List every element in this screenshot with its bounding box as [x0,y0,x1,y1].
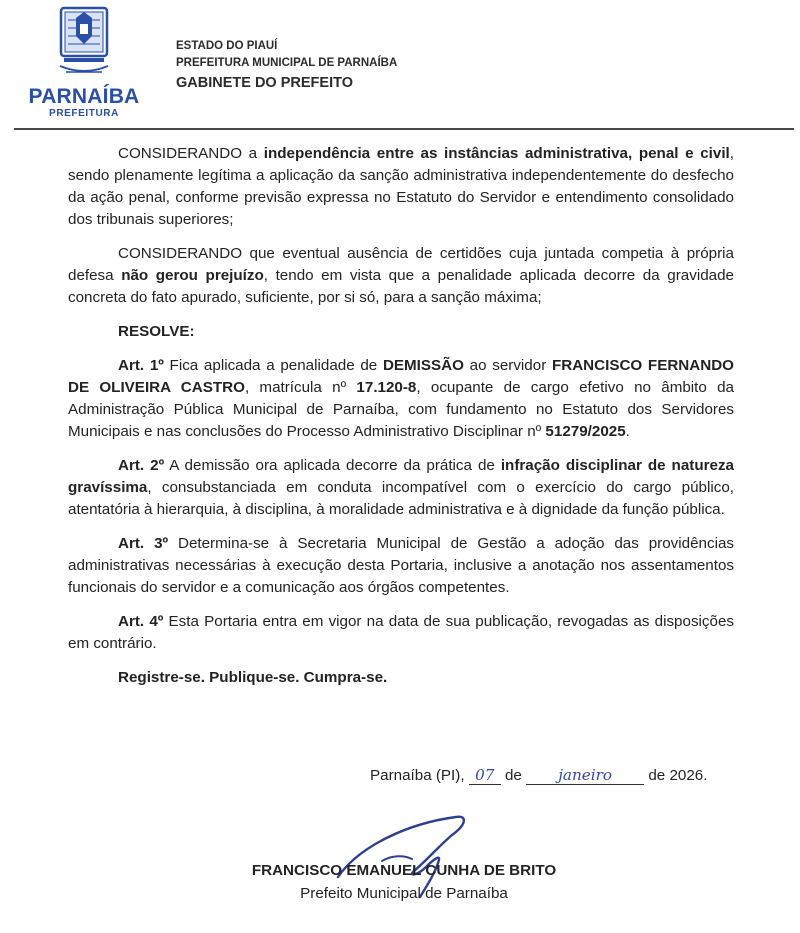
article-label: Art. 4º [118,613,164,630]
emphasis: FRANCISCO FERNANDO DE OLIVEIRA CASTRO [68,357,734,396]
text-run: Esta Portaria entra em vigor na data de sua publicação, revogadas as disposições em contrário. [68,613,734,652]
text-run: , consubstanciada em conduta incompatível com o exercício do cargo público, atentatória à hierarquia, à disciplina, à moralidade administrativa e à dignidade da função pública. [68,479,734,518]
emphasis: não gerou prejuízo [121,267,264,284]
date-connector: de [500,767,527,784]
parnaiba-logo [22,6,146,118]
header-divider [14,128,794,130]
handwritten-month: janeiro [526,766,644,785]
signatory-role: Prefeito Municipal de Parnaíba [300,885,508,902]
signatory-name: FRANCISCO EMANUEL CUNHA DE BRITO [251,862,557,879]
logo-subtitle: PREFEITURA [49,108,119,119]
emphasis: independência entre as instâncias administrativa, penal e civil [263,145,730,162]
emphasis: 51279/2025 [545,423,626,440]
article-label: Art. 1º [118,357,164,374]
emphasis: DEMISSÃO [382,357,464,374]
emphasis: 17.120-8 [356,379,417,396]
emphasis: infração disciplinar de natureza gravíssima [68,457,734,496]
text-run: A demissão ora aplicada decorre da prática de [164,457,501,474]
article-3 [68,533,734,599]
text-run: , sendo plenamente legítima a aplicação da sanção administrativa independentemente do desfecho da ação penal, conforme previsão expressa no Estatuto do Servidor e entendimento consolidado dos tribunais superiores; [68,145,734,228]
text-run: Determina-se à Secretaria Municipal de Gestão a adoção das providências administrativas necessárias à execução desta Portaria, inclusive a anotação nos assentamentos funcionais do servidor e a comunicação aos órgãos competentes. [68,535,734,596]
text-run: , matrícula nº [244,379,357,396]
document-header [176,38,397,94]
header-prefecture: PREFEITURA MUNICIPAL DE PARNAÍBA [176,57,398,69]
article-label: Art. 3º [118,535,169,552]
text-run: CONSIDERANDO a [118,145,264,162]
resolve-heading: RESOLVE: [118,323,195,340]
text-run: , tendo em vista que a penalidade aplicada decorre da gravidade concreta do fato apurado, suficiente, por si só, para a sanção máxima; [68,267,734,306]
header-cabinet: GABINETE DO PREFEITO [176,75,353,91]
considering-paragraph-2 [68,243,734,309]
closing-line: Registre-se. Publique-se. Cumpra-se. [118,669,388,686]
handwritten-day: 07 [469,766,501,785]
header-state: ESTADO DO PIAUÍ [176,40,278,52]
document-body [68,143,734,701]
text-run: ao servidor [463,357,552,374]
logo-wordmark: PARNAÍBA [28,85,140,108]
considering-paragraph-1 [68,143,734,231]
article-2 [68,455,734,521]
date-prefix: Parnaíba (PI), [370,767,469,784]
article-4 [68,611,734,655]
text-run: . [625,423,630,440]
text-run: , ocupante de cargo efetivo no âmbito da Administração Pública Municipal de Parnaíba, com fundamento no Estatuto dos Servidores Municipais e nas conclusões do Processo Administrativo Disciplinar nº [68,379,734,440]
text-run: CONSIDERANDO que eventual ausência de certidões cuja juntada competia à própria defesa [68,245,734,284]
article-1 [68,355,734,443]
text-run: Fica aplicada a penalidade de [163,357,383,374]
article-label: Art. 2º [118,457,165,474]
date-suffix: de 2026. [644,767,708,784]
date-line [370,766,707,785]
coat-of-arms-icon [58,6,110,82]
